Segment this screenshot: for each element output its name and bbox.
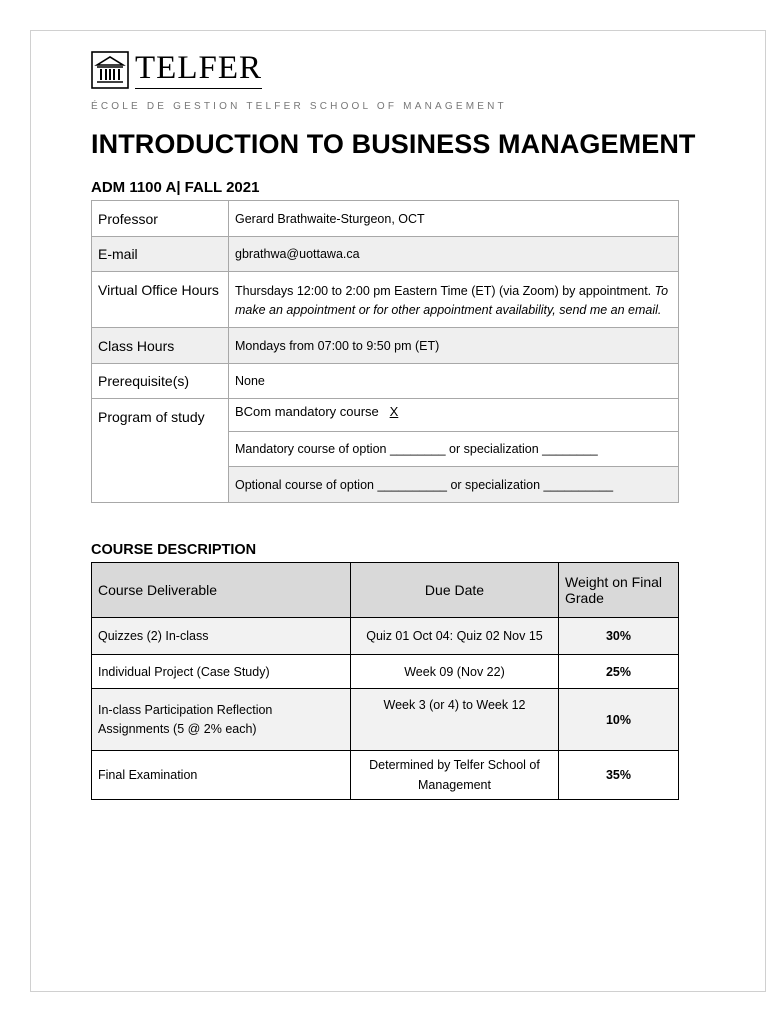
due-date-cell: Week 3 (or 4) to Week 12 xyxy=(351,689,559,751)
weight-cell: 35% xyxy=(559,751,679,800)
class-hours-label: Class Hours xyxy=(92,328,229,364)
professor-label: Professor xyxy=(92,201,229,237)
program-of-study-label: Program of study xyxy=(92,399,229,503)
office-hours-note: To make an appointment or for other appointment availability, send me an email. xyxy=(235,284,669,317)
email-value: gbrathwa@uottawa.ca xyxy=(229,237,679,272)
professor-value: Gerard Brathwaite-Sturgeon, OCT xyxy=(229,201,679,237)
weight-cell: 10% xyxy=(559,689,679,751)
email-label: E-mail xyxy=(92,237,229,272)
program-bcom-text: BCom mandatory course xyxy=(235,404,379,419)
info-row-email xyxy=(92,237,679,272)
program-bcom-value xyxy=(229,399,679,432)
deliverables-header-row xyxy=(92,563,679,618)
weight-cell: 25% xyxy=(559,655,679,689)
info-row-professor xyxy=(92,201,679,237)
due-date-cell: Quiz 01 Oct 04: Quiz 02 Nov 15 xyxy=(351,618,559,655)
header-weight: Weight on Final Grade xyxy=(559,563,679,618)
deliverable-cell: Individual Project (Case Study) xyxy=(92,655,351,689)
deliverable-cell: In-class Participation Reflection Assignments (5 @ 2% each) xyxy=(92,689,351,751)
deliverables-table xyxy=(91,562,679,800)
program-optional-value: Optional course of option __________ or specialization __________ xyxy=(229,467,679,503)
section-title: COURSE DESCRIPTION xyxy=(91,542,257,558)
info-row-program-bcom xyxy=(92,399,679,432)
deliverable-cell: Quizzes (2) In-class xyxy=(92,618,351,655)
table-row xyxy=(92,751,679,800)
deliverable-cell: Final Examination xyxy=(92,751,351,800)
office-hours-value xyxy=(229,272,679,328)
header-deliverable: Course Deliverable xyxy=(92,563,351,618)
weight-cell: 30% xyxy=(559,618,679,655)
page-title: INTRODUCTION TO BUSINESS MANAGEMENT xyxy=(91,129,696,159)
building-icon xyxy=(91,51,129,89)
table-row xyxy=(92,689,679,751)
telfer-logo xyxy=(91,51,262,89)
school-tagline: ÉCOLE DE GESTION TELFER SCHOOL OF MANAGEMENT xyxy=(91,101,507,112)
header-due-date: Due Date xyxy=(351,563,559,618)
course-info-table xyxy=(91,200,679,503)
info-row-office-hours xyxy=(92,272,679,328)
office-hours-label: Virtual Office Hours xyxy=(92,272,229,328)
office-hours-text: Thursdays 12:00 to 2:00 pm Eastern Time (ET) (via Zoom) by appointment. xyxy=(235,284,652,298)
class-hours-value: Mondays from 07:00 to 9:50 pm (ET) xyxy=(229,328,679,364)
logo-wordmark: TELFER xyxy=(135,52,262,89)
table-row xyxy=(92,655,679,689)
program-bcom-mark: X xyxy=(389,404,399,419)
course-code: ADM 1100 A| FALL 2021 xyxy=(91,179,260,196)
due-date-cell: Week 09 (Nov 22) xyxy=(351,655,559,689)
table-row xyxy=(92,618,679,655)
due-date-cell: Determined by Telfer School of Management xyxy=(351,751,559,800)
info-row-class-hours xyxy=(92,328,679,364)
document-page xyxy=(30,30,766,992)
info-row-prerequisites xyxy=(92,364,679,399)
prerequisites-label: Prerequisite(s) xyxy=(92,364,229,399)
program-mandatory-value: Mandatory course of option ________ or specialization ________ xyxy=(229,432,679,467)
prerequisites-value: None xyxy=(229,364,679,399)
